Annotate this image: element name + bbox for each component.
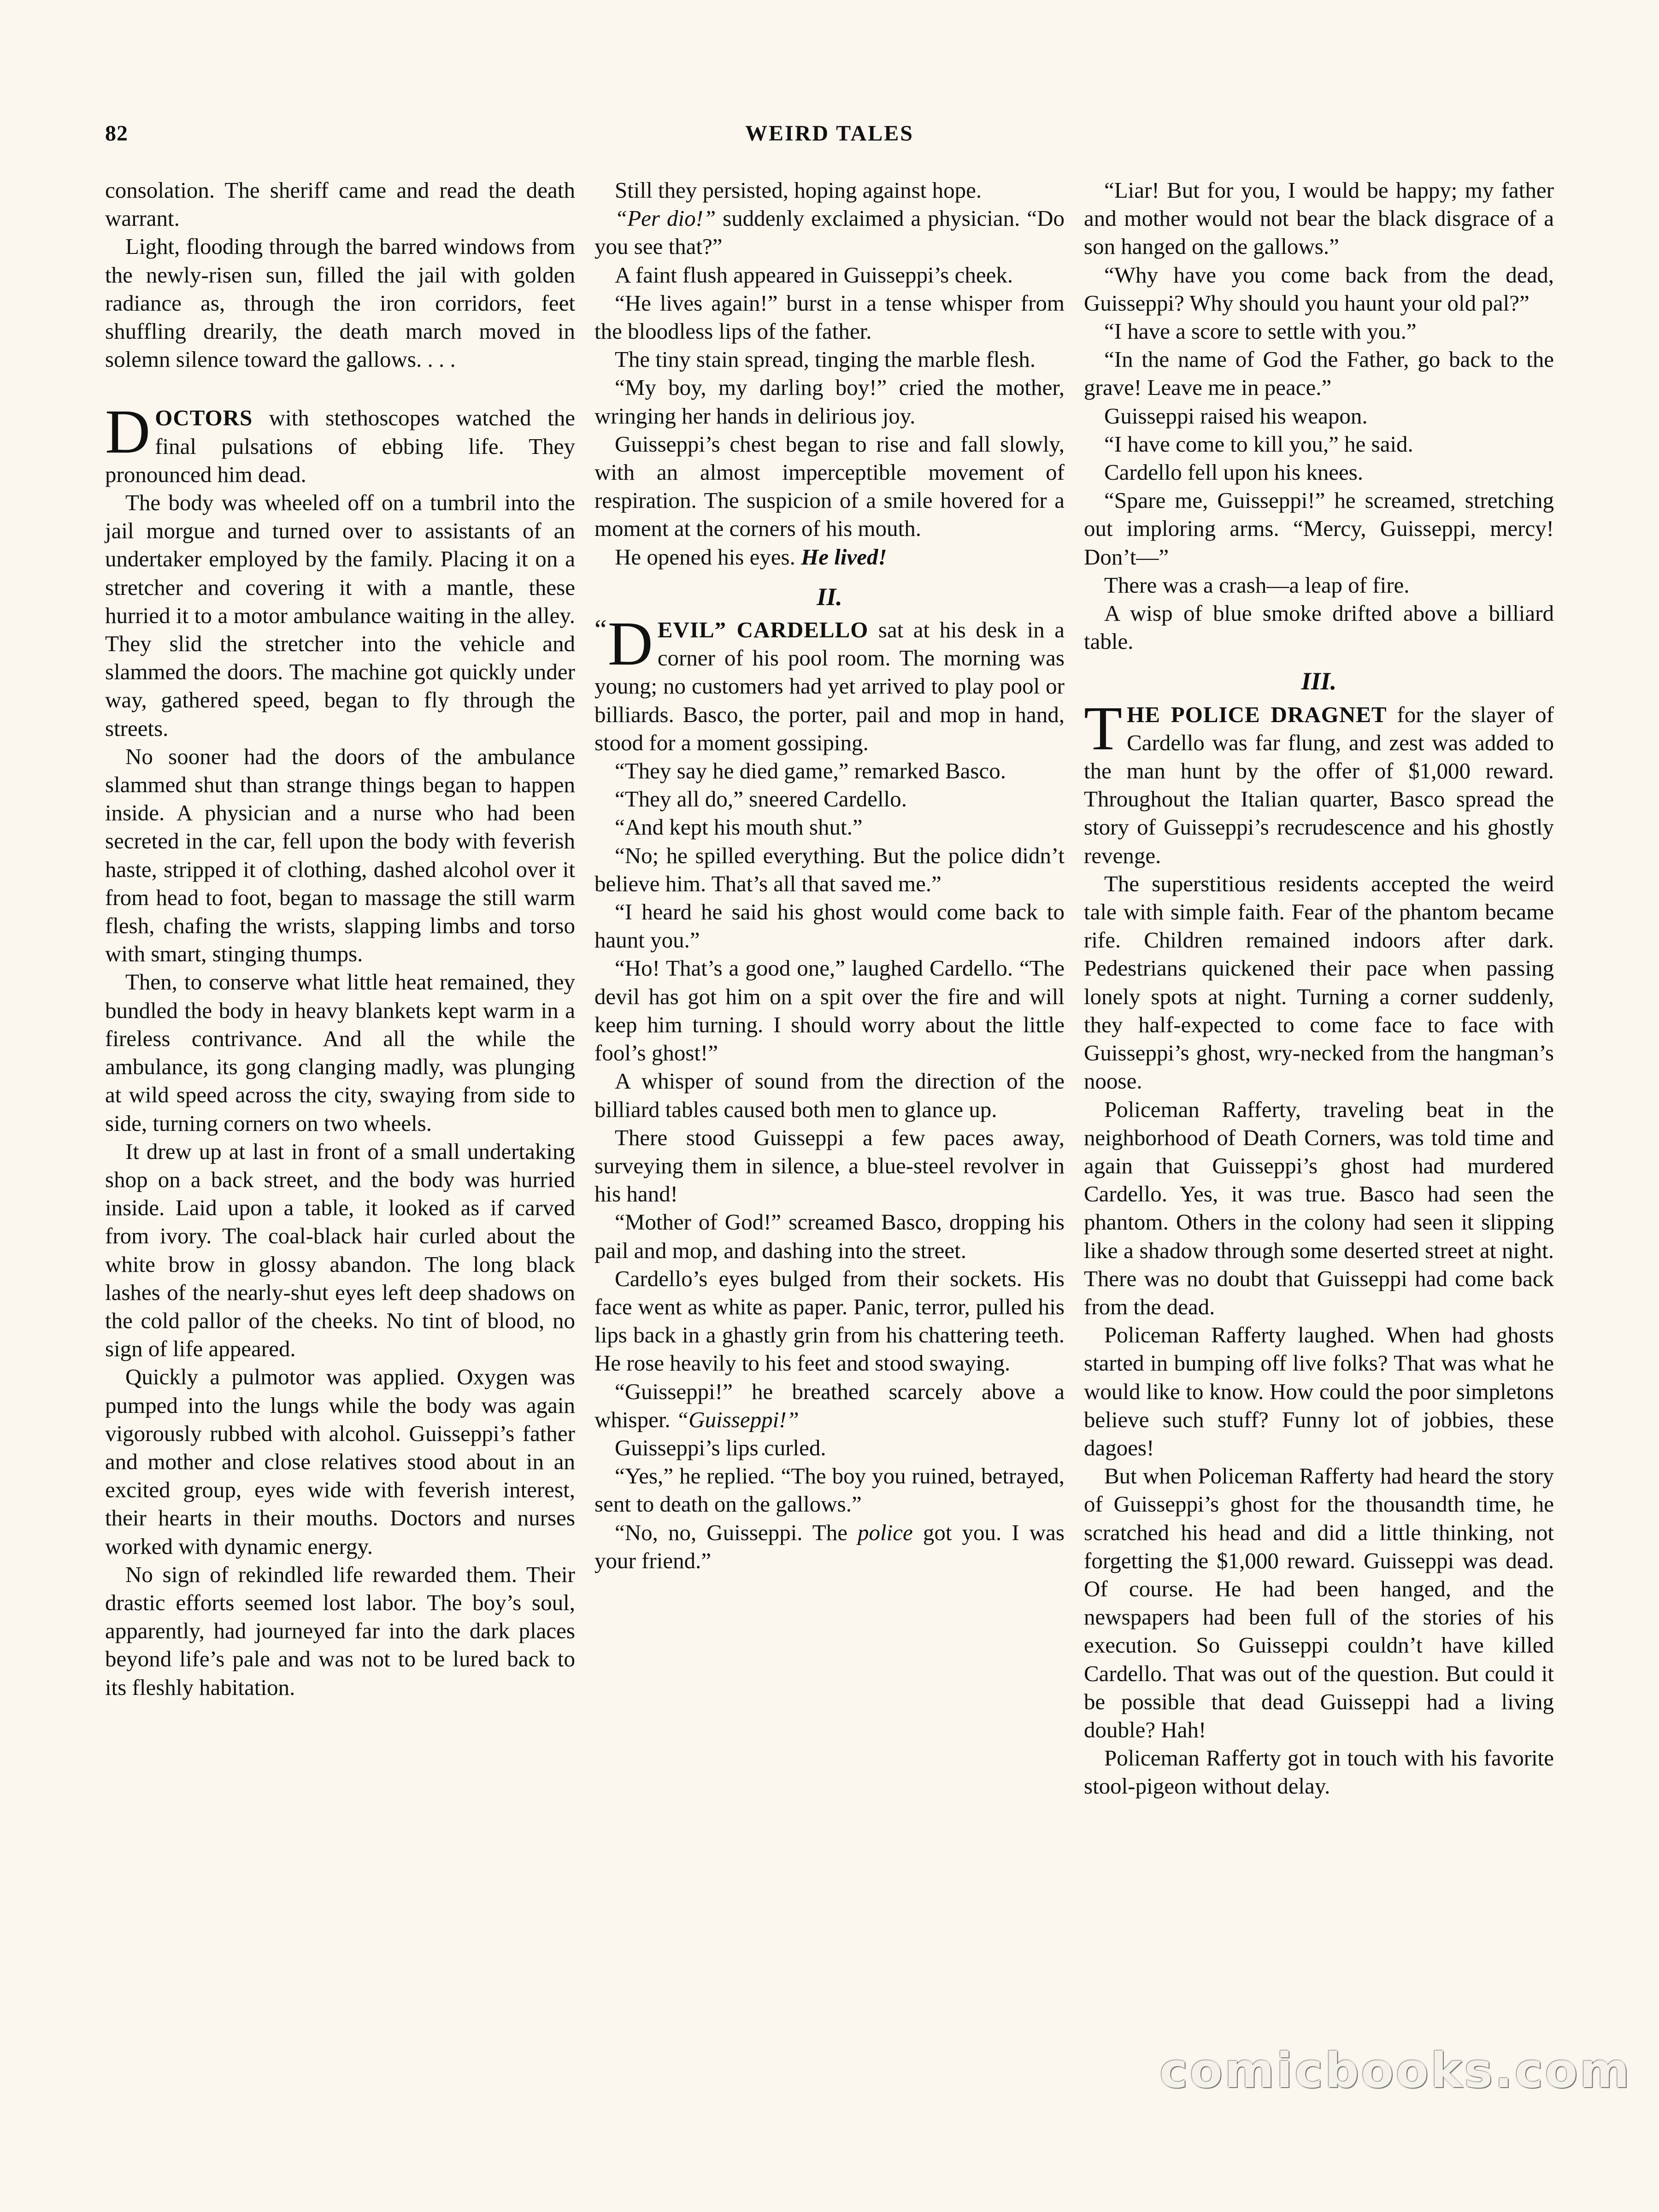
paragraph: Policeman Rafferty got in touch with his favorite stool-pigeon without delay. [1084, 1745, 1554, 1799]
paragraph [594, 543, 1065, 571]
lead-in: HE POLICE DRAGNET [1127, 701, 1387, 727]
paragraph: A wisp of blue smoke drifted above a billiard table. [1084, 600, 1554, 654]
paragraph: The tiny stain spread, tinging the marble flesh. [615, 347, 1036, 372]
italic-text: police [858, 1519, 913, 1545]
paragraph: consolation. The sheriff came and read the death warrant. [105, 177, 575, 231]
paragraph-text: with stethoscopes watched the final pulsations of ebbing life. They pronounced him dead. [105, 405, 575, 487]
paragraph: The superstitious residents accepted the weird tale with simple faith. Fear of the phantom became rife. Children remained indoors after dark. Pedestrians quickened their pace when passing lonely spots at night. Turning a corner suddenly, they half-expected to come face to face with Guisseppi’s ghost, wry-necked from the hangman’s noose. [1084, 871, 1554, 1094]
paragraph: “No; he spilled everything. But the police didn’t believe him. That’s all that saved me.” [594, 842, 1065, 896]
paragraph: “They say he died game,” remarked Basco. [615, 758, 1006, 784]
text-column-1 [105, 176, 575, 1701]
italic-text: “Per dio!” [615, 206, 716, 231]
paragraph: Cardello’s eyes bulged from their sockets. His face went as white as paper. Panic, terror, pulled his lips back in a ghastly grin from his chattering teeth. He rose heavily to his feet and stood swaying. [594, 1265, 1065, 1376]
paragraph: “They all do,” sneered Cardello. [615, 786, 907, 812]
paragraph: There stood Guisseppi a few paces away, surveying them in silence, a blue-steel revolver in his hand! [594, 1124, 1065, 1207]
section-heading-iii: III. [1301, 667, 1337, 695]
paragraph-text: got you. I was your friend.” [594, 1519, 1065, 1573]
paragraph-text: “Guisseppi!” he breathed scarcely above a whisper. [594, 1378, 1065, 1432]
drop-cap: D [607, 609, 653, 679]
paragraph: “He lives again!” burst in a tense whisper from the bloodless lips of the father. [594, 290, 1065, 344]
paragraph: “Yes,” he replied. “The boy you ruined, betrayed, sent to death on the gallows.” [594, 1463, 1065, 1517]
paragraph: Then, to conserve what little heat remained, they bundled the body in heavy blankets kept warm in a fireless contrivance. And all the while the ambulance, its gong clanging madly, was plunging at wild speed across the city, swaying from side to side, turning corners on two wheels. [105, 969, 575, 1136]
paragraph: Guisseppi’s chest began to rise and fall slowly, with an almost imperceptible movement of respiration. The suspicion of a smile hovered for a moment at the corners of his mouth. [594, 431, 1065, 541]
paragraph-text: for the slayer of Cardello was far flung, and zest was added to the man hunt by the offer of $1,000 reward. Throughout the Italian quarter, Basco spread the story of Guisseppi’s recrudescence and his ghostly revenge. [1084, 701, 1554, 868]
paragraph: Policeman Rafferty, traveling beat in the neighborhood of Death Corners, was told time and again that Guisseppi’s ghost had murdered Cardello. Yes, it was true. Basco had seen the phantom. Others in the colony had seen it slipping like a shadow through some deserted street at night. There was no doubt that Guisseppi had come back from the dead. [1084, 1096, 1554, 1319]
watermark-logo: comicbooks.com [1159, 2042, 1631, 2099]
page-number: 82 [105, 121, 128, 146]
paragraph [594, 609, 1065, 757]
paragraph: But when Policeman Rafferty had heard the story of Guisseppi’s ghost for the thousandth time, he scratched his head and did a little thinking, not forgetting the $1,000 reward. Guisseppi was dead. Of course. He had been hanged, and the newspapers had been full of the stories of his execution. So Guisseppi couldn’t have killed Cardello. That was out of the question. But could it be possible that dead Guisseppi had a living double? Hah! [1084, 1463, 1554, 1742]
paragraph: “My boy, my darling boy!” cried the mother, wringing her hands in delirious joy. [594, 375, 1065, 429]
paragraph: “Liar! But for you, I would be happy; my father and mother would not bear the black disgrace of a son hanged on the gallows.” [1084, 177, 1554, 259]
paragraph: A whisper of sound from the direction of the billiard tables caused both men to glance up. [594, 1068, 1065, 1122]
paragraph: Quickly a pulmotor was applied. Oxygen was pumped into the lungs while the body was again vigorously rubbed with alcohol. Guisseppi’s father and mother and close relatives stood about in an excited group, eyes wide with feverish interest, their hearts in their mouths. Doctors and nurses worked with dynamic energy. [105, 1364, 575, 1559]
paragraph: “In the name of God the Father, go back to the grave! Leave me in peace.” [1084, 347, 1554, 400]
paragraph: Guisseppi raised his weapon. [1104, 403, 1368, 429]
paragraph: “I have come to kill you,” he said. [1104, 431, 1413, 457]
paragraph-text: suddenly exclaimed a physician. “Do you see that?” [594, 206, 1065, 259]
italic-text: He lived! [801, 544, 887, 570]
paragraph: No sooner had the doors of the ambulance slammed shut than strange things began to happen inside. A physician and a nurse who had been secreted in the car, fell upon the body with feverish haste, stripped it of clothing, dashed alcohol over it from head to foot, began to massage the still warm flesh, chafing the wrists, slapping limbs and torso with smart, stinging thumps. [105, 743, 575, 967]
paragraph-text: He opened his eyes. [615, 544, 801, 570]
paragraph [594, 1377, 1065, 1434]
paragraph: The body was wheeled off on a tumbril into the jail morgue and turned over to assistants of an undertaker employed by the family. Placing it on a stretcher and covering it with a mantle, these hurried it to a motor ambulance waiting in the alley. They slid the stretcher into the vehicle and slammed the doors. The machine got quickly under way, gathered speed, began to fly through the streets. [105, 490, 575, 741]
paragraph: Cardello fell upon his knees. [1104, 459, 1364, 485]
paragraph: “I heard he said his ghost would come back to haunt you.” [594, 899, 1065, 953]
text-column-3 [1084, 176, 1554, 1800]
lead-in: OCTORS [155, 405, 253, 431]
paragraph-text: “No, no, Guisseppi. The [615, 1519, 858, 1545]
paragraph: “Ho! That’s a good one,” laughed Cardello. “The devil has got him on a spit over the fire and will keep him turning. I should worry about the little fool’s ghost!” [594, 955, 1065, 1066]
paragraph: Light, flooding through the barred windows from the newly-risen sun, filled the jail with golden radiance as, through the iron corridors, feet shuffling drearily, the death march moved in solemn silence toward the gallows. . . . [105, 234, 575, 372]
paragraph [1084, 694, 1554, 870]
paragraph: “Spare me, Guisseppi!” he screamed, stretching out imploring arms. “Mercy, Guisseppi, mercy! Don’t—” [1084, 488, 1554, 570]
open-quote: “ [594, 614, 607, 645]
paragraph: Guisseppi’s lips curled. [615, 1435, 826, 1460]
paragraph: “And kept his mouth shut.” [615, 814, 863, 840]
paragraph: A faint flush appeared in Guisseppi’s cheek. [615, 262, 1013, 288]
text-column-2 [594, 176, 1065, 1575]
paragraph: No sign of rekindled life rewarded them. Their drastic efforts seemed lost labor. The boy’s soul, apparently, had journeyed far into the dark places beyond life’s pale and was not to be lured back to its fleshly habitation. [105, 1561, 575, 1700]
paragraph: There was a crash—a leap of fire. [1104, 572, 1410, 598]
paragraph: “Why have you come back from the dead, Guisseppi? Why should you haunt your old pal?” [1084, 262, 1554, 316]
drop-cap: D [105, 397, 151, 467]
section-heading-ii: II. [817, 582, 842, 611]
paragraph [594, 204, 1065, 260]
paragraph: “Mother of God!” screamed Basco, dropping his pail and mop, and dashing into the street. [594, 1209, 1065, 1263]
paragraph [105, 397, 575, 488]
paragraph [594, 1518, 1065, 1575]
lead-in: EVIL” CARDELLO [657, 617, 869, 643]
paragraph: “I have a score to settle with you.” [1104, 318, 1417, 344]
drop-cap: T [1084, 694, 1123, 763]
paragraph: Policeman Rafferty laughed. When had ghosts started in bumping off live folks? That was what he would like to know. How could the poor simpletons believe such stuff? Funny lot of jobbies, these dagoes! [1084, 1322, 1554, 1460]
paragraph-text: sat at his desk in a corner of his pool room. The morning was young; no customers had yet arrived to play pool or billiards. Basco, the porter, pail and mop in hand, stood for a moment gossiping. [594, 617, 1065, 755]
running-head: WEIRD TALES [745, 121, 914, 146]
paragraph: Still they persisted, hoping against hope. [615, 177, 982, 203]
paragraph: It drew up at last in front of a small undertaking shop on a back street, and the body was hurried inside. Laid upon a table, it looked as if carved from ivory. The coal-black hair curled about the white brow in glossy abandon. The long black lashes of the nearly-shut eyes left deep shadows on the cold pallor of the cheeks. No tint of blood, no sign of life appeared. [105, 1138, 575, 1362]
italic-text: “Guisseppi!” [676, 1406, 799, 1432]
